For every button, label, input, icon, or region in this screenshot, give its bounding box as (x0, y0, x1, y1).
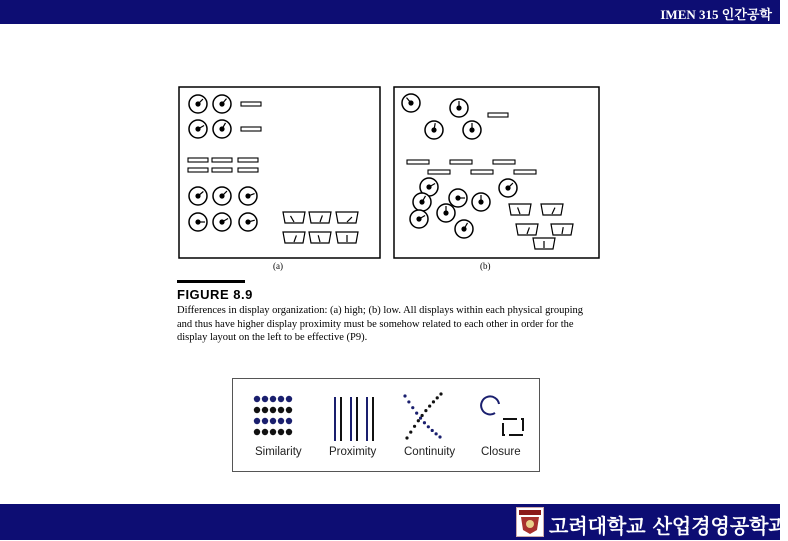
dial-hub (456, 105, 461, 110)
continuity-dot (427, 425, 430, 428)
header-bar (0, 0, 780, 24)
continuity-dot (431, 429, 434, 432)
similarity-dot (262, 418, 268, 424)
dial-hub (408, 100, 413, 105)
continuity-dot (407, 400, 410, 403)
dial-hub (195, 219, 200, 224)
continuity-dot (436, 396, 439, 399)
bar-display (212, 168, 232, 172)
dial-hub (219, 101, 224, 106)
dial-hub (431, 127, 436, 132)
continuity-dot (439, 392, 442, 395)
course-title: IMEN 315 인간공학 (660, 7, 772, 22)
bar-display (407, 160, 429, 164)
bar-display (514, 170, 536, 174)
panel-b-displays (402, 94, 573, 249)
similarity-dot (254, 396, 260, 402)
bar-display (212, 158, 232, 162)
similarity-dot (254, 418, 260, 424)
dial-hub (419, 199, 424, 204)
proximity-graphic (335, 397, 373, 441)
continuity-graphic (403, 392, 442, 439)
figure-caption (177, 280, 597, 345)
caption-label: FIGURE 8.9 (177, 287, 253, 302)
panel-a-label: (a) (273, 261, 283, 271)
continuity-dot (403, 394, 406, 397)
bar-display (188, 158, 208, 162)
similarity-dot (286, 396, 292, 402)
similarity-dot (270, 429, 276, 435)
continuity-dot (435, 432, 438, 435)
gestalt-principles-box (232, 378, 540, 472)
label-proximity: Proximity (329, 446, 377, 458)
label-closure: Closure (481, 446, 521, 458)
continuity-dot (428, 404, 431, 407)
continuity-dot (421, 414, 424, 417)
dial-hub (195, 193, 200, 198)
dial-hub (426, 184, 431, 189)
dial-hub (478, 199, 483, 204)
bar-display (471, 170, 493, 174)
similarity-dot (286, 429, 292, 435)
continuity-dot (405, 436, 408, 439)
bar-display (238, 168, 258, 172)
similarity-dot (286, 407, 292, 413)
footer-bar (0, 504, 788, 540)
similarity-dot (270, 418, 276, 424)
similarity-dot (270, 407, 276, 413)
dial-hub (219, 219, 224, 224)
bar-display (493, 160, 515, 164)
bar-display (241, 102, 261, 106)
label-continuity: Continuity (404, 446, 456, 458)
dial-hub (195, 101, 200, 106)
similarity-dot (254, 407, 260, 413)
similarity-dot (286, 418, 292, 424)
bar-display (428, 170, 450, 174)
continuity-dot (423, 421, 426, 424)
similarity-dot (278, 407, 284, 413)
dial-hub (219, 193, 224, 198)
similarity-dot (278, 429, 284, 435)
dial-hub (469, 127, 474, 132)
department-name: 고려대학교 산업경영공학과 (549, 514, 788, 538)
similarity-dot (262, 429, 268, 435)
similarity-graphic (254, 396, 292, 435)
closure-graphic (481, 396, 523, 435)
continuity-dot (438, 435, 441, 438)
label-similarity: Similarity (255, 446, 302, 458)
continuity-dot (424, 409, 427, 412)
dial-hub (195, 126, 200, 131)
panel-b-label: (b) (480, 261, 491, 271)
dial-hub (461, 226, 466, 231)
dial-hub (245, 219, 250, 224)
dial-hub (505, 185, 510, 190)
similarity-dot (278, 418, 284, 424)
similarity-dot (270, 396, 276, 402)
similarity-dot (254, 429, 260, 435)
continuity-dot (409, 430, 412, 433)
dial-hub (219, 126, 224, 131)
continuity-dot (415, 412, 418, 415)
bar-display (450, 160, 472, 164)
bar-display (188, 168, 208, 172)
continuity-dot (413, 425, 416, 428)
caption-text: Differences in display organization: (a) high; (b) low. All displays within each physical grouping and thus have higher display proximity must be somehow related to each other in order for the display layout on the left to be effective (P9). (177, 305, 584, 343)
dial-hub (416, 216, 421, 221)
continuity-dot (432, 400, 435, 403)
continuity-dot (419, 417, 422, 420)
continuity-dot (411, 406, 414, 409)
similarity-dot (262, 407, 268, 413)
continuity-dot (417, 419, 420, 422)
bar-display (241, 127, 261, 131)
similarity-dot (262, 396, 268, 402)
panel-a-displays (188, 95, 358, 243)
university-logo (516, 507, 544, 537)
dial-hub (245, 193, 250, 198)
dial-hub (455, 195, 460, 200)
similarity-dot (278, 396, 284, 402)
figure-display-organization (176, 82, 602, 271)
bar-display (238, 158, 258, 162)
dial-hub (443, 210, 448, 215)
bar-display (488, 113, 508, 117)
caption-rule (177, 280, 245, 283)
